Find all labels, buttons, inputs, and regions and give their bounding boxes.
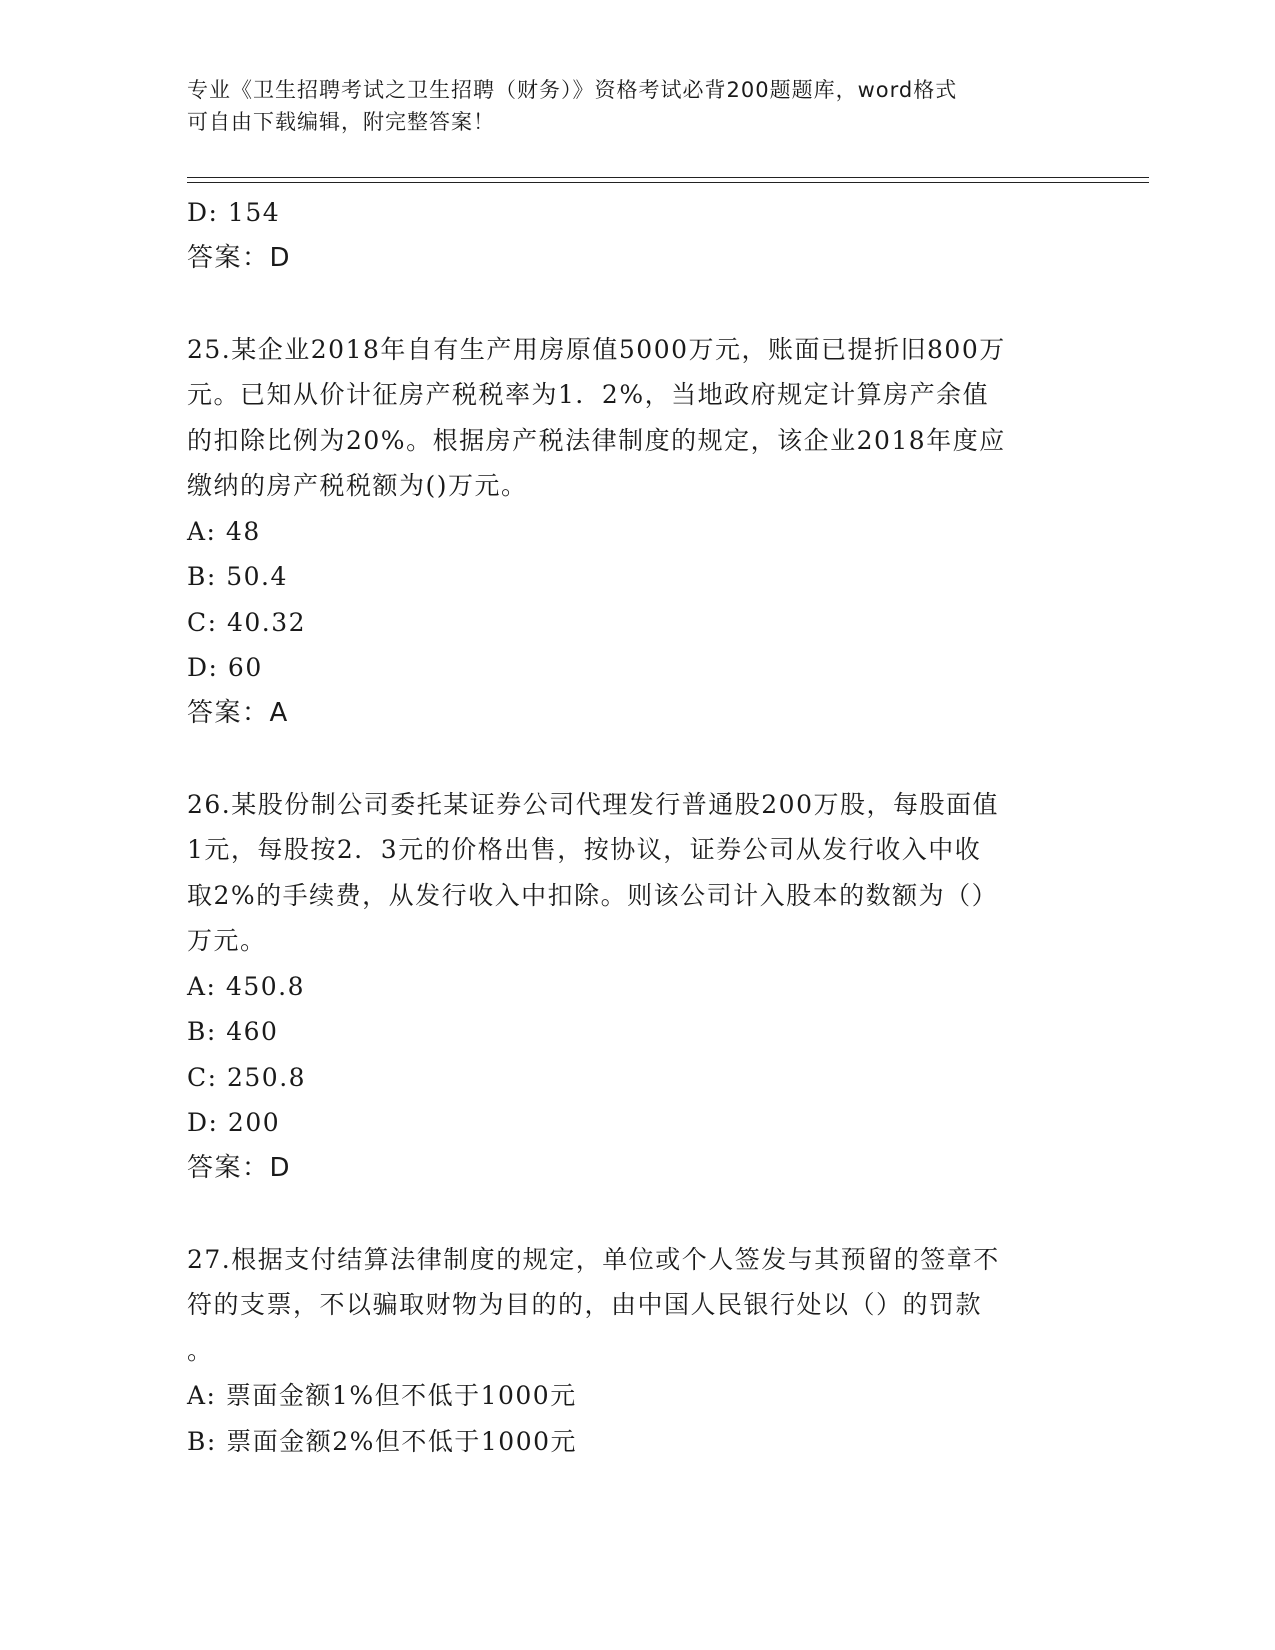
question-text-line: 26.某股份制公司委托某证券公司代理发行普通股200万股，每股面值 xyxy=(187,789,999,819)
question-text-line: 的扣除比例为20%。根据房产税法律制度的规定，该企业2018年度应 xyxy=(187,425,1006,455)
option-a: A: 票面金额1%但不低于1000元 xyxy=(187,1381,577,1410)
question-list xyxy=(187,190,1087,1464)
option-c: C: 40.32 xyxy=(187,607,307,637)
header-rule-top xyxy=(187,177,1149,178)
question-25 xyxy=(187,327,1087,737)
answer-line: 答案：D xyxy=(187,242,292,273)
header-line-2: 可自由下载编辑，附完整答案！ xyxy=(187,110,495,134)
spacer xyxy=(187,736,1087,782)
question-text-line: 符的支票，不以骗取财物为目的的，由中国人民银行处以（）的罚款 xyxy=(187,1290,983,1319)
answer-line: 答案：A xyxy=(187,697,289,728)
header-rule-bottom xyxy=(187,182,1149,183)
question-text-line: 取2%的手续费，从发行收入中扣除。则该公司计入股本的数额为（） xyxy=(187,880,999,910)
spacer xyxy=(187,1191,1087,1237)
document-header xyxy=(187,74,1087,138)
option-b: B: 460 xyxy=(187,1017,279,1046)
option-a: A: 450.8 xyxy=(187,971,305,1001)
question-27 xyxy=(187,1237,1087,1465)
question-text-line: 。 xyxy=(187,1335,214,1365)
question-text-line: 25.某企业2018年自有生产用房原值5000万元，账面已提折旧800万 xyxy=(187,334,1006,364)
option-b: B: 50.4 xyxy=(187,562,288,591)
option-d: D: 60 xyxy=(187,653,263,682)
header-line-1: 专业《卫生招聘考试之卫生招聘（财务）》资格考试必背200题题库，word格式 xyxy=(187,78,958,102)
question-26 xyxy=(187,782,1087,1192)
option-d: D: 154 xyxy=(187,198,281,227)
option-d: D: 200 xyxy=(187,1108,281,1137)
option-a: A: 48 xyxy=(187,516,261,546)
spacer xyxy=(187,281,1087,327)
question-text-line: 缴纳的房产税税额为()万元。 xyxy=(187,471,528,500)
question-text-line: 27.根据支付结算法律制度的规定，单位或个人签发与其预留的签章不 xyxy=(187,1244,1000,1274)
question-text-line: 元。已知从价计征房产税税率为1．2%，当地政府规定计算房产余值 xyxy=(187,380,990,409)
question-text-line: 1元，每股按2．3元的价格出售，按协议，证券公司从发行收入中收 xyxy=(187,835,982,864)
answer-line: 答案：D xyxy=(187,1152,292,1183)
option-c: C: 250.8 xyxy=(187,1062,307,1092)
question-text-line: 万元。 xyxy=(187,926,267,955)
option-b: B: 票面金额2%但不低于1000元 xyxy=(187,1426,578,1456)
